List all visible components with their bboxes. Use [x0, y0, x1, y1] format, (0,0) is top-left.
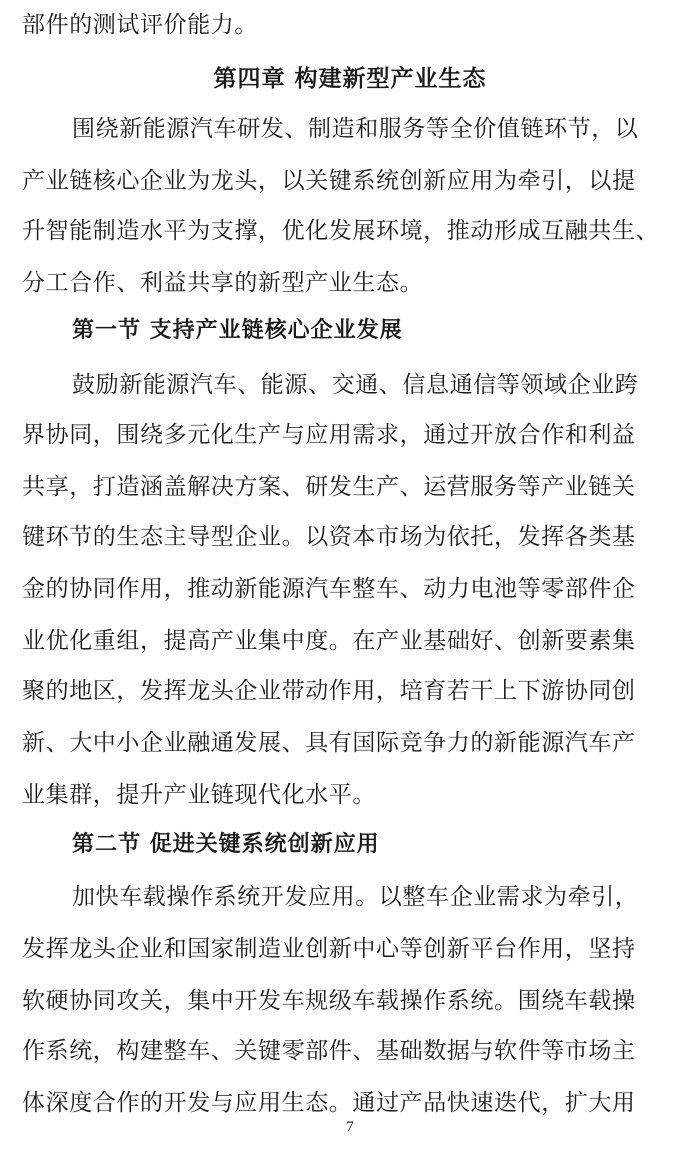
text-line: 金的协同作用，推动新能源汽车整车、动力电池等零部件企: [22, 576, 636, 602]
text-line: 体深度合作的开发与应用生态。通过产品快速迭代，扩大用: [22, 1090, 636, 1116]
text-line: 软硬协同攻关，集中开发车规级车载操作系统。围绕车载操: [22, 988, 636, 1014]
text-line: 键环节的生态主导型企业。以资本市场为依托，发挥各类基: [22, 524, 636, 550]
text-line: 围绕新能源汽车研发、制造和服务等全价值链环节，以: [72, 116, 639, 142]
section-title: 第二节 促进关键系统创新应用: [72, 832, 380, 857]
text-line: 界协同，围绕多元化生产与应用需求，通过开放合作和利益: [22, 422, 636, 448]
section-title: 第一节 支持产业链核心企业发展: [72, 318, 403, 343]
text-line: 共享，打造涵盖解决方案、研发生产、运营服务等产业链关: [22, 474, 636, 500]
text-line: 聚的地区，发挥龙头企业带动作用，培育若干上下游协同创: [22, 678, 636, 704]
chapter-title: 第四章 构建新型产业生态: [213, 66, 487, 92]
text-line: 新、大中小企业融通发展、具有国际竞争力的新能源汽车产: [22, 730, 636, 756]
text-line: 业集群，提升产业链现代化水平。: [22, 782, 376, 808]
text-line: 业优化重组，提高产业集中度。在产业基础好、创新要素集: [22, 628, 636, 654]
text-line: 产业链核心企业为龙头，以关键系统创新应用为牵引，以提: [22, 168, 636, 194]
text-line: 加快车载操作系统开发应用。以整车企业需求为牵引，: [72, 884, 639, 910]
text-line: 鼓励新能源汽车、能源、交通、信息通信等领域企业跨: [72, 372, 639, 398]
text-line: 部件的测试评价能力。: [22, 12, 258, 38]
page-number: 7: [346, 1119, 354, 1135]
text-line: 分工合作、利益共享的新型产业生态。: [22, 270, 424, 296]
text-line: 作系统，构建整车、关键零部件、基础数据与软件等市场主: [22, 1038, 636, 1064]
text-line: 升智能制造水平为支撑，优化发展环境，推动形成互融共生、: [22, 218, 660, 244]
text-line: 发挥龙头企业和国家制造业创新中心等创新平台作用，坚持: [22, 936, 636, 962]
